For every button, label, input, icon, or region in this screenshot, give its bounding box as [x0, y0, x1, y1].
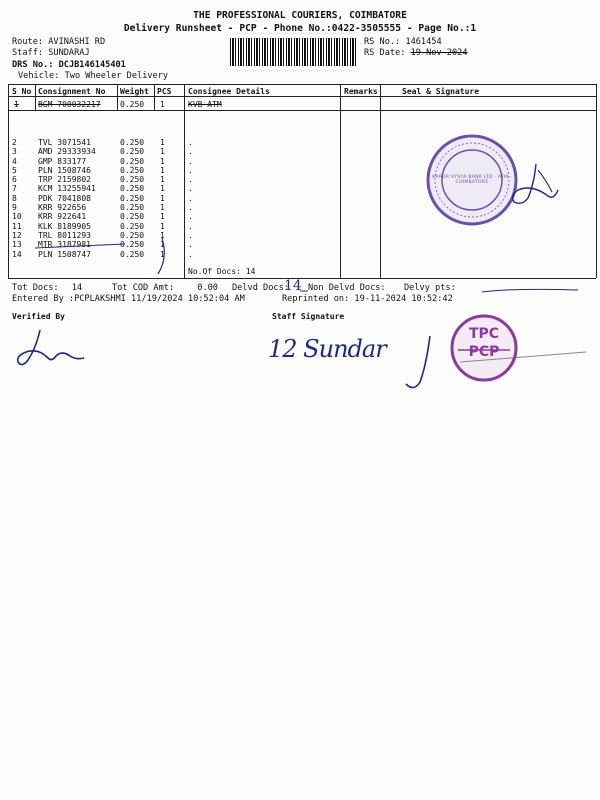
rs-date-line: RS Date: 19-Nov-2024: [364, 48, 468, 58]
tot-docs: Tot Docs: 14: [12, 283, 83, 293]
staff-handwritten-signature: 12 Sundar: [268, 335, 386, 363]
company-title: THE PROFESSIONAL COURIERS, COIMBATORE: [193, 10, 407, 21]
table-row: 3 AMD 29333934 0.250 1 .: [12, 147, 193, 157]
first-row-details: KVB ATM: [188, 100, 222, 109]
table-row: 11 KLK 8189905 0.250 1 .: [12, 221, 193, 231]
table-row: 9 KRR 922656 0.250 1 .: [12, 203, 193, 213]
verified-by-label: Verified By: [12, 312, 65, 321]
delvd-docs-handwritten: 14: [284, 278, 302, 294]
verified-by-signature: [14, 326, 114, 376]
vehicle-value: Two Wheeler Delivery: [64, 71, 169, 81]
col-rule: [35, 84, 36, 110]
col-rule: [596, 84, 597, 278]
rs-no-line: RS No.: 1461454: [364, 37, 442, 47]
table-header-rule: [8, 96, 596, 97]
seal-signature: [508, 160, 563, 210]
non-delvd-docs: Non Delvd Docs:: [308, 283, 386, 293]
col-header-details: Consignee Details: [188, 87, 270, 96]
runsheet-subtitle: Delivery Runsheet - PCP - Phone No.:0422-3505555 - Page No.:1: [123, 23, 477, 34]
first-row-weight: 0.250: [120, 100, 145, 109]
table-bottom-rule: [8, 278, 596, 279]
drs-value: DCJB146145401: [58, 60, 126, 70]
reprinted-on: Reprinted on: 19-11-2024 10:52:42: [282, 294, 453, 304]
col-header-consignment: Consignment No: [38, 87, 106, 96]
table-row: 12 TRL 8011293 0.250 1 .: [12, 230, 193, 240]
barcode: [230, 38, 358, 66]
col-header-seal: Seal & Signature: [402, 87, 480, 96]
table-row: 10 KRR 922641 0.250 1 .: [12, 212, 193, 222]
col-header-remarks: Remarks: [344, 87, 378, 96]
table-row: 14 PLN 1508747 0.250 1 .: [12, 249, 193, 259]
table-first-row-rule: [8, 110, 596, 111]
col-rule: [380, 84, 381, 278]
first-row-consignment: BGM 700032217: [38, 100, 101, 109]
vehicle-line: Vehicle: Two Wheeler Delivery: [18, 71, 169, 81]
table-row: 4 GMP 833177 0.250 1 .: [12, 156, 193, 166]
entered-by: Entered By :PCPLAKSHMI 11/19/2024 10:52:04 AM: [12, 294, 245, 304]
staff-signature-label: Staff Signature: [272, 312, 345, 321]
table-row: 7 KCM 13255941 0.250 1 .: [12, 184, 193, 194]
col-header-sno: S No: [12, 87, 32, 96]
col-rule: [8, 84, 9, 278]
table-row: 6 TRP 2159802 0.250 1 .: [12, 175, 193, 185]
tot-cod: Tot COD Amt: 0.00: [112, 283, 218, 293]
table-row: 5 PLN 1508746 0.250 1 .: [12, 165, 193, 175]
col-rule: [340, 84, 341, 278]
staff-value: SUNDARAJ: [48, 48, 90, 58]
rs-no-value: 1461454: [405, 37, 442, 47]
pen-marks: [30, 128, 190, 278]
first-row-sno: 1: [14, 100, 19, 109]
col-header-weight: Weight: [120, 87, 149, 96]
table-top-rule: [8, 84, 596, 85]
rs-date-value: 19-Nov-2024: [410, 48, 468, 58]
first-row-pcs: 1: [160, 100, 165, 109]
no-of-docs: No.Of Docs: 14: [188, 267, 256, 276]
staff-line: Staff: SUNDARAJ: [12, 48, 90, 58]
col-header-pcs: PCS: [157, 87, 172, 96]
table-row: 13 MTR 3187981 0.250 1 .: [12, 240, 193, 250]
table-row: 8 PDK 7041808 0.250 1 .: [12, 193, 193, 203]
delvy-pts: Delvy pts:: [404, 283, 456, 293]
tpc-stamp-text: TPC PCP: [468, 326, 500, 360]
route-value: AVINASHI RD: [48, 37, 106, 47]
table-row: 2 TVL 3071541 0.250 1 .: [12, 138, 193, 147]
delvd-docs: Delvd Docs:: [232, 283, 289, 293]
bank-seal-text: KARUR VYSYA BANK LTD · ATM · COIMBATORE: [432, 175, 512, 185]
col-rule: [154, 84, 155, 110]
route-line: Route: AVINASHI RD: [12, 37, 106, 47]
col-rule: [117, 84, 118, 110]
drs-line: DRS No.: DCJB146145401: [12, 60, 126, 70]
